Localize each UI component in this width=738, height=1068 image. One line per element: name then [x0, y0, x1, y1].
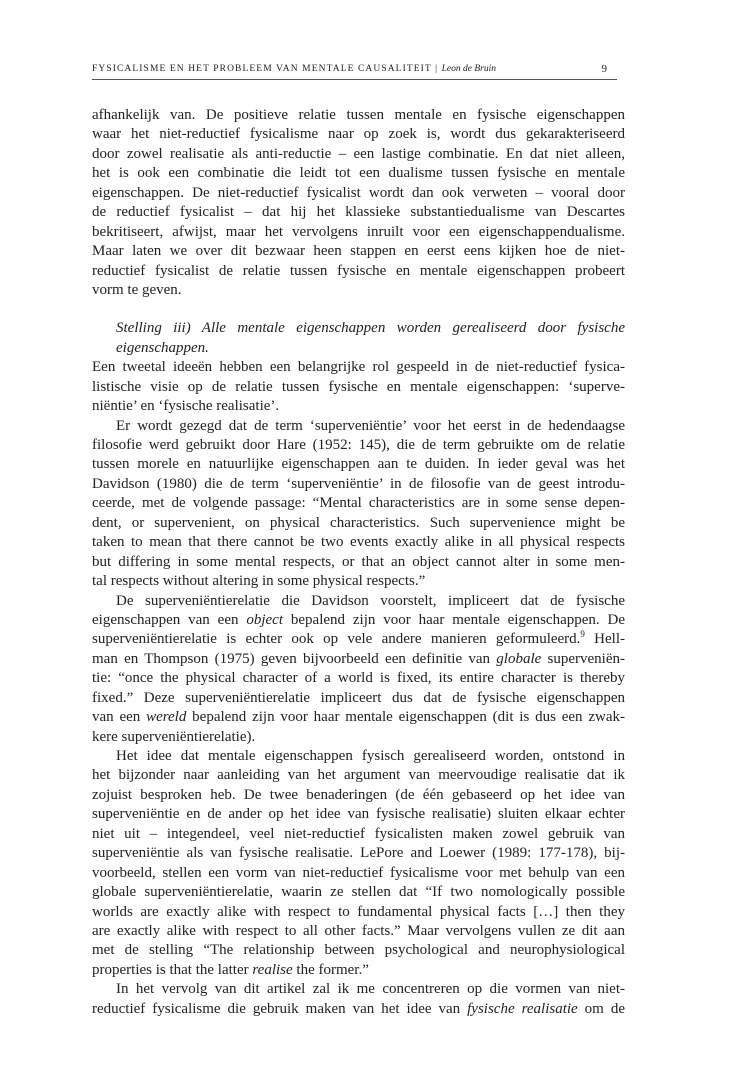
thesis-statement	[92, 319, 625, 358]
journal-title: FYSICALISME EN HET PROBLEEM VAN MENTALE CAUSALITEIT	[92, 64, 432, 74]
page-number: 9	[601, 63, 607, 75]
text-run: tie: “once the physical character of a world is fixed, its entire character is thereby	[92, 670, 625, 687]
text-line	[92, 514, 625, 533]
paragraph-gap	[92, 300, 625, 319]
running-header	[92, 62, 617, 80]
text-line	[92, 766, 625, 785]
text-run: superveniën-	[541, 650, 626, 667]
text-line	[92, 358, 625, 377]
text-run: Een tweetal ideeën hebben een belangrijke rol gespeeld in de niet-reductief fysica-	[92, 359, 625, 376]
text-line	[92, 455, 625, 474]
text-line	[92, 922, 625, 941]
emphasis-text: wereld	[146, 709, 187, 726]
text-run: taken to mean that there cannot be two events exactly alike in all physical respects	[92, 534, 625, 551]
text-line	[92, 650, 625, 669]
text-run: worlds are exactly alike with respect to fundamental physical facts […] then they	[92, 903, 625, 920]
text-line	[92, 592, 625, 611]
text-run: man en Thompson (1975) geven bijvoorbeeld een definitie van	[92, 650, 497, 667]
text-line	[92, 747, 625, 766]
text-line	[92, 941, 625, 960]
text-line	[92, 961, 625, 980]
text-line	[92, 533, 625, 552]
text-line	[92, 844, 625, 863]
text-run: bekritiseert, afwijst, maar het vervolgens inruilt voor een eigenschappendualisme.	[92, 223, 625, 240]
text-line	[92, 164, 625, 183]
text-line	[92, 397, 625, 416]
text-run: properties is that the latter	[92, 961, 253, 978]
text-line	[92, 125, 625, 144]
text-line	[92, 339, 625, 358]
text-run: superveniëntie en de ander op het idee van fysische realisatie) sluiten elkaar echter	[92, 806, 625, 823]
text-run: but differing in some mental respects, or that an object cannot alter in some men-	[92, 553, 625, 570]
text-run: tal respects without altering in some physical respects.”	[92, 573, 426, 590]
text-line	[92, 883, 625, 902]
text-run: are exactly alike with respect to all other facts.” Maar vervolgens vullen ze dit aan	[92, 922, 625, 939]
text-line	[92, 708, 625, 727]
text-run: het is ook een combinatie die leidt tot een dualisme tussen fysische en mentale	[92, 165, 625, 182]
text-run: voorbeeld, stellen een vorm van niet-reductief fysicalisme voor met behulp van een	[92, 864, 625, 881]
text-run: reductief fysicalisme die gebruik maken van het idee van	[92, 1000, 468, 1017]
text-run: vorm te geven.	[92, 281, 182, 298]
emphasis-text: object	[246, 611, 284, 628]
text-line	[92, 106, 625, 125]
text-line	[92, 184, 625, 203]
text-run: de reductief fysicalist – dat hij het klassieke substantiedualisme van Descartes	[92, 204, 625, 221]
text-run: Hell-	[584, 631, 625, 648]
emphasis-text: globale	[496, 650, 542, 667]
text-run: bepalend zijn voor haar mentale eigenschappen. De	[283, 611, 625, 628]
text-run: fixed.” Deze superveniëntierelatie impliceert dus dat de fysische eigenschappen	[92, 689, 625, 706]
text-line	[92, 203, 625, 222]
text-line	[92, 689, 625, 708]
emphasis-text: fysische realisatie	[467, 1000, 578, 1017]
text-run: listische visie op de relatie tussen fysische en mentale eigenschappen: ‘superve-	[92, 378, 625, 395]
text-run: filosofie werd gebruikt door Hare (1952: 145), die de term gebruikte om de relatie	[92, 437, 625, 453]
text-run: niëntie’ en ‘fysische realisatie’.	[92, 398, 280, 415]
header-separator: |	[431, 64, 442, 74]
text-run: niet uit – integendeel, veel niet-reductief fysicalisten maken zowel gebruik van	[92, 825, 625, 842]
text-line	[92, 903, 625, 922]
text-line	[92, 475, 625, 494]
author-name: Leon de Bruin	[441, 64, 496, 74]
text-line	[92, 864, 625, 883]
text-line	[92, 786, 625, 805]
body-text	[92, 106, 625, 1019]
text-run: In het vervolg van dit artikel zal ik me concentreren op die vormen van niet-	[116, 981, 625, 998]
text-line	[92, 611, 625, 630]
text-run: ceerde, met de volgende passage: “Mental characteristics are in some sense depen-	[92, 495, 625, 512]
text-line	[92, 1000, 625, 1019]
text-run: tussen morele en natuurlijke eigenschappen aan te duiden. In ieder geval was het	[92, 456, 625, 473]
text-line	[92, 242, 625, 261]
text-run: van een	[92, 709, 147, 726]
text-run: bepalend zijn voor haar mentale eigenschappen (dit is dus een zwak-	[186, 709, 625, 726]
text-run: eigenschappen.	[116, 339, 209, 356]
text-line	[92, 145, 625, 164]
text-line	[92, 436, 625, 455]
text-line	[92, 572, 625, 591]
emphasis-text: realise	[252, 961, 293, 978]
paragraph	[92, 417, 625, 592]
text-line	[92, 319, 625, 338]
text-run: Het idee dat mentale eigenschappen fysisch gerealiseerd worden, ontstond in	[116, 748, 625, 764]
text-run: om de	[577, 1000, 625, 1017]
text-run: reductief fysicalist de relatie tussen fysische en mentale eigenschappen probeert	[92, 262, 625, 279]
paragraph	[92, 592, 625, 748]
paragraph	[92, 358, 625, 416]
text-line	[92, 980, 625, 999]
text-run: the former.”	[292, 961, 369, 978]
text-line	[92, 281, 625, 300]
text-run: dent, or supervenient, on physical characteristics. Such supervenience might be	[92, 514, 625, 531]
text-run: kere superveniëntierelatie).	[92, 728, 256, 745]
text-run: het bijzonder naar aanleiding van het argument van meervoudige realisatie dat ik	[92, 767, 625, 784]
text-run: globale superveniëntierelatie, waarin ze stellen dat “If two nomologically possible	[92, 884, 625, 901]
text-line	[92, 553, 625, 572]
text-run: zojuist besproken heb. De twee benaderingen (de één gebaseerd op het idee van	[92, 786, 625, 803]
text-run: Stelling iii) Alle mentale eigenschappen worden gerealiseerd door fysische	[116, 320, 625, 337]
text-line	[92, 805, 625, 824]
text-line	[92, 494, 625, 513]
text-line	[92, 262, 625, 281]
paragraph	[92, 747, 625, 980]
text-run: door zowel realisatie als anti-reductie – een lastige combinatie. En dat niet alleen,	[92, 145, 625, 162]
text-run: superveniëntie als van fysische realisatie. LePore and Loewer (1989: 177-178), bij-	[92, 845, 625, 862]
text-run: afhankelijk van. De positieve relatie tussen mentale en fysische eigenschappen	[92, 107, 625, 123]
text-line	[92, 669, 625, 688]
running-title	[92, 64, 496, 74]
text-run: Maar laten we over dit bezwaar heen stappen en eerst eens kijken hoe de niet-	[92, 243, 625, 260]
text-line	[92, 378, 625, 397]
paragraph	[92, 980, 625, 1019]
text-line	[92, 223, 625, 242]
text-run: waar het niet-reductief fysicalisme naar op zoek is, wordt dus gekarakteriseerd	[92, 126, 625, 143]
text-run: superveniëntierelatie is echter ook op vele andere manieren geformuleerd.	[92, 631, 581, 648]
text-run: met de stelling “The relationship between psychological and neurophysiological	[92, 942, 625, 959]
text-run: Davidson (1980) die de term ‘superveniëntie’ in de filosofie van de geest introdu-	[92, 475, 625, 492]
text-line	[92, 728, 625, 747]
text-line	[92, 630, 625, 649]
text-run: eigenschappen van een	[92, 611, 247, 628]
footnote-reference[interactable]: 9	[580, 629, 585, 640]
text-line	[92, 417, 625, 436]
text-run: Er wordt gezegd dat de term ‘superveniëntie’ voor het eerst in de hedendaagse	[116, 417, 625, 434]
text-run: De superveniëntierelatie die Davidson voorstelt, impliceert dat de fysische	[116, 592, 625, 609]
text-run: eigenschappen. De niet-reductief fysicalist wordt dan ook verweten – vooral door	[92, 184, 625, 201]
paragraph	[92, 106, 625, 300]
text-line	[92, 825, 625, 844]
